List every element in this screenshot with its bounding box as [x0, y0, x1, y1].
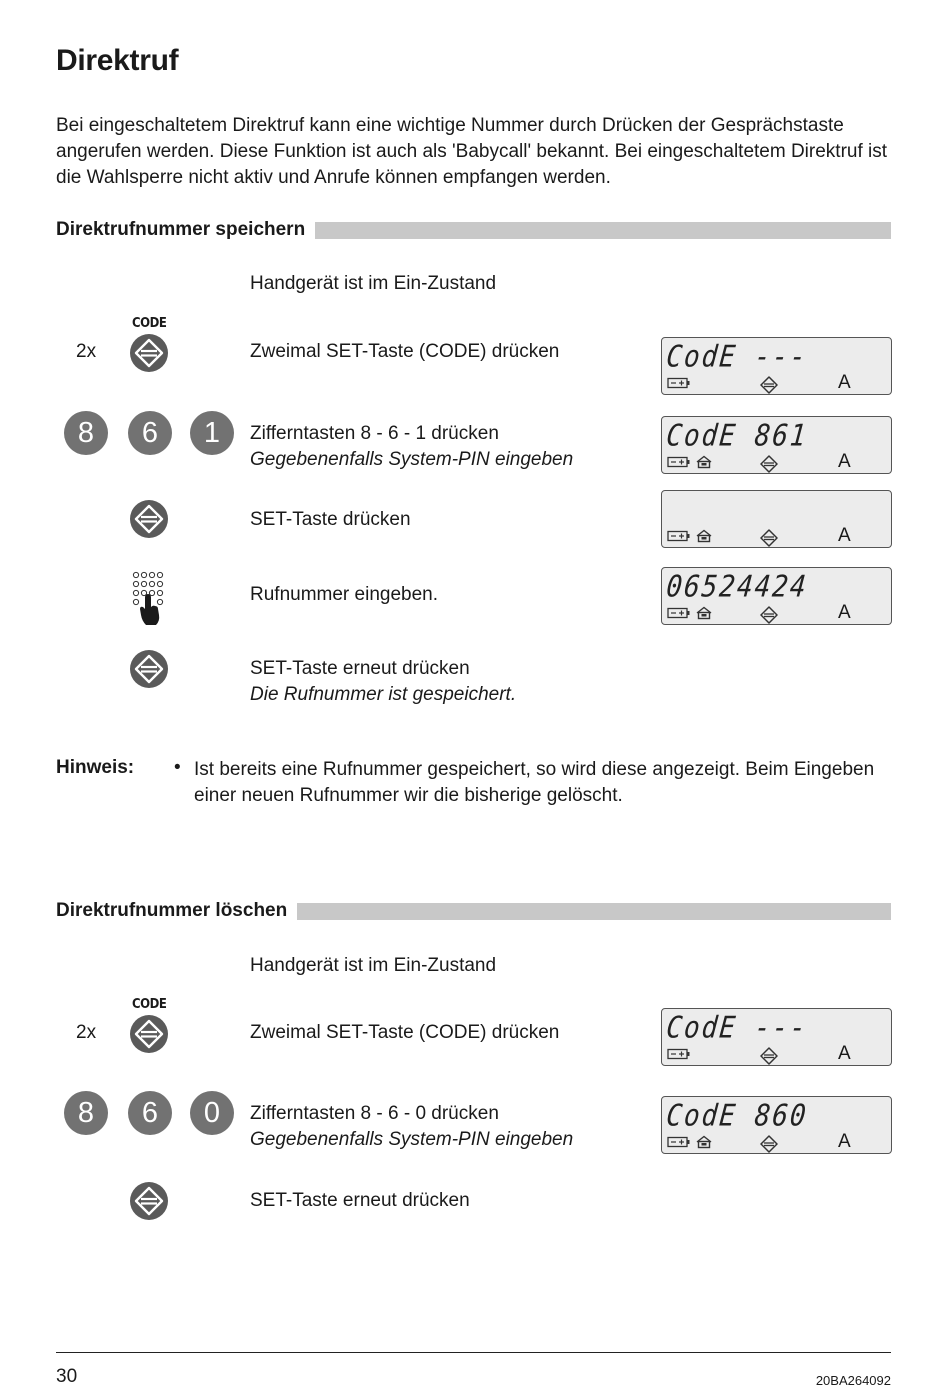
- digit-key-1: 1: [190, 411, 234, 455]
- home-base-icon: [695, 606, 713, 620]
- set-symbol-icon: [759, 454, 779, 474]
- step-main: SET-Taste erneut drücken: [250, 658, 470, 679]
- lcd-letter: A: [838, 525, 851, 546]
- code-key-label: CODE: [132, 316, 167, 331]
- lcd-display: [661, 337, 892, 395]
- hinweis-text: Ist bereits eine Rufnummer gespeichert, so wird diese angezeigt. Beim Eingeben einer neuen Rufnummer wir die bisherige gelöscht.: [194, 759, 875, 806]
- set-symbol-icon: [759, 1046, 779, 1066]
- step-text: Zweimal SET-Taste (CODE) drücken: [250, 341, 560, 362]
- step-initial-state: Handgerät ist im Ein-Zustand: [250, 955, 497, 976]
- document-code: 20BA264092: [815, 1373, 891, 1386]
- set-symbol-icon: [759, 1134, 779, 1154]
- keypad-hand-icon: [132, 571, 168, 627]
- press-count: 2x: [76, 341, 97, 362]
- battery-icon: [667, 1048, 691, 1060]
- set-symbol-icon: [759, 375, 779, 395]
- section-bar: [315, 222, 891, 239]
- code-key-label: CODE: [132, 997, 167, 1012]
- lcd-text: CodE ---: [664, 1011, 810, 1046]
- battery-icon: [667, 607, 691, 619]
- battery-icon: [667, 1136, 691, 1148]
- step-main: Zifferntasten 8 - 6 - 1 drücken: [250, 423, 499, 444]
- set-symbol-icon: [759, 528, 779, 548]
- section-heading-label: Direktrufnummer speichern: [56, 219, 306, 240]
- step-text: Zweimal SET-Taste (CODE) drücken: [250, 1022, 560, 1043]
- lcd-letter: A: [838, 1131, 851, 1152]
- set-key-icon: [130, 500, 168, 538]
- page-number: 30: [56, 1366, 78, 1386]
- lcd-text: 06524424: [664, 570, 810, 605]
- press-count: 2x: [76, 1022, 97, 1043]
- lcd-display: [661, 416, 892, 474]
- lcd-letter: A: [838, 602, 851, 623]
- step-text: SET-Taste erneut drücken: [250, 1190, 470, 1211]
- battery-icon: [667, 530, 691, 542]
- section-heading-save: [56, 219, 891, 241]
- home-base-icon: [695, 529, 713, 543]
- step-text: [250, 421, 573, 473]
- digit-key-6: 6: [128, 411, 172, 455]
- lcd-letter: A: [838, 451, 851, 472]
- battery-icon: [667, 456, 691, 468]
- section-heading-label: Direktrufnummer löschen: [56, 900, 288, 921]
- step-initial-state: Handgerät ist im Ein-Zustand: [250, 273, 497, 294]
- set-key-icon: [130, 1182, 168, 1220]
- hinweis-label: Hinweis:: [56, 757, 135, 778]
- home-base-icon: [695, 455, 713, 469]
- step-note: Die Rufnummer ist gespeichert.: [250, 684, 517, 705]
- home-base-icon: [695, 1135, 713, 1149]
- digit-key-6: 6: [128, 1091, 172, 1135]
- lcd-text: CodE 860: [664, 1099, 810, 1134]
- step-text: [250, 656, 516, 708]
- set-key-icon: [130, 650, 168, 688]
- digit-key-8: 8: [64, 411, 108, 455]
- lcd-display: [661, 490, 892, 548]
- step-text: [250, 1101, 573, 1153]
- lcd-text: CodE 861: [664, 419, 810, 454]
- step-note: Gegebenenfalls System-PIN eingeben: [250, 449, 574, 470]
- step-note: Gegebenenfalls System-PIN eingeben: [250, 1129, 574, 1150]
- lcd-letter: A: [838, 1043, 851, 1064]
- lcd-text: CodE ---: [664, 340, 810, 375]
- footer-rule: [56, 1352, 891, 1353]
- lcd-display: [661, 1096, 892, 1154]
- set-key-icon: [130, 1015, 168, 1053]
- lcd-letter: A: [838, 372, 851, 393]
- battery-icon: [667, 377, 691, 389]
- lcd-display: [661, 1008, 892, 1066]
- intro-paragraph: Bei eingeschaltetem Direktruf kann eine wichtige Nummer durch Drücken der Gesprächstaste angerufen werden. Diese Funktion ist auch als 'Babycall' bekannt. Bei eingeschaltetem Direktruf ist die Wahlsperre nicht aktiv und Anrufe können empfangen werden.: [56, 115, 888, 188]
- lcd-display: [661, 567, 892, 625]
- digit-key-8: 8: [64, 1091, 108, 1135]
- step-text: Rufnummer eingeben.: [250, 584, 438, 605]
- digit-key-0: 0: [190, 1091, 234, 1135]
- step-main: Zifferntasten 8 - 6 - 0 drücken: [250, 1103, 499, 1124]
- section-heading-delete: [56, 900, 891, 922]
- set-key-icon: [130, 334, 168, 372]
- bullet: •: [174, 757, 181, 778]
- section-bar: [297, 903, 891, 920]
- page-title: Direktruf: [56, 44, 179, 77]
- step-text: SET-Taste drücken: [250, 509, 411, 530]
- set-symbol-icon: [759, 605, 779, 625]
